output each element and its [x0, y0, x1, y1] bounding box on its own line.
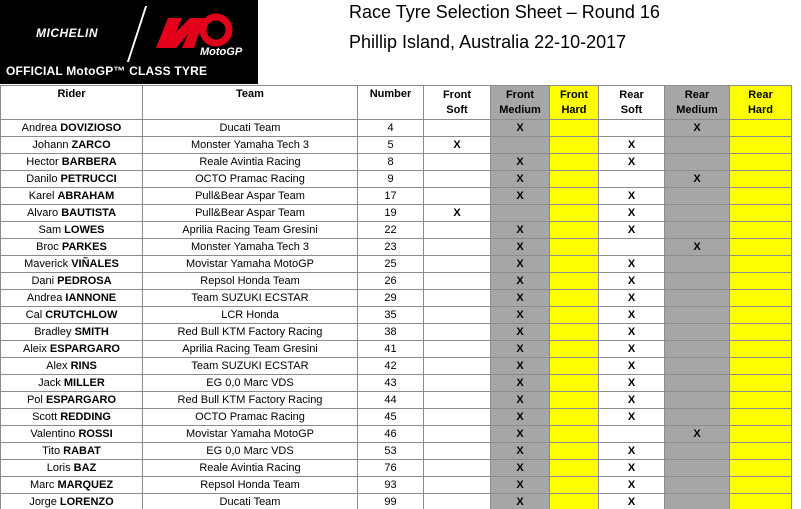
rider-last-name: BAUTISTA — [61, 207, 117, 219]
team-cell: OCTO Pramac Racing — [143, 409, 358, 426]
rider-last-name: BAZ — [73, 462, 97, 474]
rear-soft-cell: X — [599, 477, 665, 494]
team-cell: Movistar Yamaha MotoGP — [143, 256, 358, 273]
front-hard-cell — [550, 154, 599, 171]
front-soft-cell: X — [424, 205, 491, 222]
number-cell: 42 — [358, 358, 424, 375]
front-hard-cell — [550, 222, 599, 239]
rider-last-name: LORENZO — [59, 496, 114, 508]
header-row — [1, 86, 792, 120]
front-hard-cell — [550, 477, 599, 494]
rider-first-name: Johann — [32, 139, 69, 151]
rider-cell — [1, 188, 143, 205]
rear-soft-cell: X — [599, 222, 665, 239]
rear-hard-cell — [730, 273, 792, 290]
rear-medium-cell — [665, 443, 730, 460]
rear-medium-cell — [665, 154, 730, 171]
rear-medium-cell: X — [665, 239, 730, 256]
front-hard-cell — [550, 273, 599, 290]
number-cell: 76 — [358, 460, 424, 477]
rider-first-name: Pol — [26, 394, 43, 406]
table-row — [1, 290, 792, 307]
rear-medium-cell — [665, 460, 730, 477]
rear-soft-cell: X — [599, 273, 665, 290]
rider-first-name: Jack — [38, 377, 61, 389]
rear-hard-cell — [730, 290, 792, 307]
rear-medium-cell — [665, 324, 730, 341]
rider-last-name: PARKES — [61, 241, 107, 253]
front-hard-cell — [550, 120, 599, 137]
front-soft-cell — [424, 324, 491, 341]
rider-last-name: RABAT — [63, 445, 101, 457]
front-hard-cell — [550, 188, 599, 205]
front-hard-cell — [550, 324, 599, 341]
rear-hard-cell — [730, 205, 792, 222]
rider-last-name: IANNONE — [65, 292, 117, 304]
team-cell: LCR Honda — [143, 307, 358, 324]
front-soft-cell — [424, 222, 491, 239]
front-hard-cell — [550, 392, 599, 409]
number-cell: 25 — [358, 256, 424, 273]
table-row — [1, 171, 792, 188]
table-row — [1, 137, 792, 154]
front-soft-cell — [424, 443, 491, 460]
rear-hard-cell — [730, 239, 792, 256]
team-cell: Ducati Team — [143, 120, 358, 137]
front-hard-cell — [550, 409, 599, 426]
rider-cell — [1, 392, 143, 409]
front-soft-cell — [424, 154, 491, 171]
front-hard-cell — [550, 171, 599, 188]
front-medium-cell: X — [491, 460, 550, 477]
rear-medium-cell — [665, 205, 730, 222]
rider-cell — [1, 375, 143, 392]
team-cell: Red Bull KTM Factory Racing — [143, 324, 358, 341]
number-cell: 53 — [358, 443, 424, 460]
rider-first-name: Danilo — [26, 173, 58, 185]
team-cell: Team SUZUKI ECSTAR — [143, 358, 358, 375]
front-soft-cell — [424, 494, 491, 509]
front-hard-cell — [550, 205, 599, 222]
number-cell: 26 — [358, 273, 424, 290]
table-row — [1, 477, 792, 494]
rider-cell — [1, 137, 143, 154]
rear-hard-cell — [730, 494, 792, 509]
col-header-rear-soft: Rear Soft — [599, 86, 665, 120]
front-medium-cell: X — [491, 443, 550, 460]
col-header-front-medium: Front Medium — [491, 86, 550, 120]
rear-medium-cell — [665, 290, 730, 307]
rider-first-name: Broc — [36, 241, 59, 253]
front-soft-cell: X — [424, 137, 491, 154]
front-soft-cell — [424, 239, 491, 256]
rear-hard-cell — [730, 137, 792, 154]
rider-first-name: Valentino — [30, 428, 76, 440]
front-soft-cell — [424, 290, 491, 307]
rider-cell — [1, 171, 143, 188]
number-cell: 35 — [358, 307, 424, 324]
rear-hard-cell — [730, 409, 792, 426]
rider-first-name: Karel — [28, 190, 55, 202]
table-row — [1, 239, 792, 256]
motogp-logo-icon — [150, 8, 250, 58]
rider-cell — [1, 120, 143, 137]
rear-medium-cell — [665, 494, 730, 509]
rear-hard-cell — [730, 426, 792, 443]
rear-soft-cell: X — [599, 205, 665, 222]
rear-hard-cell — [730, 256, 792, 273]
number-cell: 38 — [358, 324, 424, 341]
col-header-front-soft: Front Soft — [424, 86, 491, 120]
front-medium-cell: X — [491, 426, 550, 443]
front-medium-cell: X — [491, 273, 550, 290]
rear-medium-cell — [665, 307, 730, 324]
table-row — [1, 409, 792, 426]
rider-first-name: Sam — [38, 224, 62, 236]
michelin-motogp-logo — [0, 0, 258, 84]
rider-last-name: SMITH — [74, 326, 109, 338]
front-soft-cell — [424, 120, 491, 137]
rear-soft-cell: X — [599, 256, 665, 273]
front-hard-cell — [550, 358, 599, 375]
rider-cell — [1, 477, 143, 494]
rear-soft-cell: X — [599, 137, 665, 154]
front-medium-cell: X — [491, 358, 550, 375]
front-hard-cell — [550, 460, 599, 477]
front-medium-cell: X — [491, 477, 550, 494]
rider-last-name: MILLER — [63, 377, 105, 389]
rider-cell — [1, 426, 143, 443]
rear-medium-cell — [665, 392, 730, 409]
front-medium-cell: X — [491, 341, 550, 358]
rider-cell — [1, 256, 143, 273]
front-hard-cell — [550, 256, 599, 273]
team-cell: Movistar Yamaha MotoGP — [143, 426, 358, 443]
rear-hard-cell — [730, 154, 792, 171]
rear-soft-cell: X — [599, 409, 665, 426]
rider-cell — [1, 358, 143, 375]
front-hard-cell — [550, 375, 599, 392]
number-cell: 41 — [358, 341, 424, 358]
team-cell: Monster Yamaha Tech 3 — [143, 239, 358, 256]
team-cell: Repsol Honda Team — [143, 477, 358, 494]
rear-medium-cell: X — [665, 171, 730, 188]
rear-medium-cell — [665, 477, 730, 494]
rider-last-name: ESPARGARO — [45, 394, 117, 406]
number-cell: 19 — [358, 205, 424, 222]
rear-soft-cell: X — [599, 188, 665, 205]
rider-last-name: BARBERA — [61, 156, 117, 168]
rider-cell — [1, 205, 143, 222]
rider-last-name: ZARCO — [71, 139, 111, 151]
team-cell: Pull&Bear Aspar Team — [143, 205, 358, 222]
front-soft-cell — [424, 358, 491, 375]
rear-hard-cell — [730, 375, 792, 392]
rear-hard-cell — [730, 324, 792, 341]
front-medium-cell: X — [491, 222, 550, 239]
team-cell: Monster Yamaha Tech 3 — [143, 137, 358, 154]
table-row — [1, 443, 792, 460]
rider-cell — [1, 290, 143, 307]
sheet-subtitle: Phillip Island, Australia 22-10-2017 — [349, 32, 627, 52]
rider-cell — [1, 307, 143, 324]
rear-medium-cell — [665, 375, 730, 392]
rider-first-name: Dani — [31, 275, 55, 287]
rear-hard-cell — [730, 392, 792, 409]
front-hard-cell — [550, 443, 599, 460]
rear-hard-cell — [730, 120, 792, 137]
rider-last-name: CRUTCHLOW — [45, 309, 118, 321]
team-cell: Aprilia Racing Team Gresini — [143, 341, 358, 358]
michelin-wordmark: MICHELIN — [36, 26, 98, 40]
table-row — [1, 154, 792, 171]
rear-soft-cell — [599, 120, 665, 137]
front-hard-cell — [550, 137, 599, 154]
rider-first-name: Alex — [46, 360, 68, 372]
rider-first-name: Loris — [46, 462, 71, 474]
rider-cell — [1, 443, 143, 460]
rider-first-name: Hector — [26, 156, 59, 168]
rear-medium-cell — [665, 188, 730, 205]
table-row — [1, 392, 792, 409]
front-soft-cell — [424, 171, 491, 188]
rider-first-name: Tito — [42, 445, 61, 457]
rider-first-name: Alvaro — [26, 207, 59, 219]
rear-soft-cell: X — [599, 307, 665, 324]
rider-last-name: ESPARGARO — [49, 343, 120, 355]
front-soft-cell — [424, 409, 491, 426]
number-cell: 5 — [358, 137, 424, 154]
rider-last-name: RINS — [70, 360, 97, 372]
rear-medium-cell — [665, 358, 730, 375]
rider-first-name: Marc — [29, 479, 55, 491]
col-header-rear-hard: Rear Hard — [730, 86, 792, 120]
table-row — [1, 426, 792, 443]
front-medium-cell: X — [491, 188, 550, 205]
rear-hard-cell — [730, 460, 792, 477]
number-cell: 17 — [358, 188, 424, 205]
number-cell: 8 — [358, 154, 424, 171]
front-soft-cell — [424, 188, 491, 205]
number-cell: 43 — [358, 375, 424, 392]
team-cell: EG 0,0 Marc VDS — [143, 375, 358, 392]
table-row — [1, 375, 792, 392]
rear-medium-cell: X — [665, 120, 730, 137]
front-medium-cell: X — [491, 409, 550, 426]
front-hard-cell — [550, 239, 599, 256]
rear-medium-cell — [665, 222, 730, 239]
rear-soft-cell: X — [599, 358, 665, 375]
rider-cell — [1, 324, 143, 341]
table-row — [1, 188, 792, 205]
rider-first-name: Andrea — [26, 292, 63, 304]
number-cell: 99 — [358, 494, 424, 509]
rear-hard-cell — [730, 188, 792, 205]
table-row — [1, 494, 792, 509]
rear-soft-cell: X — [599, 324, 665, 341]
rider-first-name: Cal — [25, 309, 43, 321]
rear-soft-cell: X — [599, 154, 665, 171]
number-cell: 29 — [358, 290, 424, 307]
rider-last-name: PEDROSA — [57, 275, 112, 287]
team-cell: Aprilia Racing Team Gresini — [143, 222, 358, 239]
table-row — [1, 324, 792, 341]
front-medium-cell: X — [491, 307, 550, 324]
number-cell: 22 — [358, 222, 424, 239]
number-cell: 93 — [358, 477, 424, 494]
rider-last-name: MARQUEZ — [57, 479, 114, 491]
rear-medium-cell — [665, 137, 730, 154]
rider-first-name: Andrea — [21, 122, 58, 134]
rear-soft-cell: X — [599, 341, 665, 358]
rear-soft-cell: X — [599, 460, 665, 477]
front-medium-cell: X — [491, 171, 550, 188]
table-row — [1, 222, 792, 239]
rear-hard-cell — [730, 477, 792, 494]
rider-cell — [1, 273, 143, 290]
rear-medium-cell — [665, 409, 730, 426]
front-medium-cell: X — [491, 256, 550, 273]
rear-hard-cell — [730, 358, 792, 375]
rider-last-name: ABRAHAM — [57, 190, 115, 202]
col-header-rear-medium: Rear Medium — [665, 86, 730, 120]
rider-last-name: LOWES — [64, 224, 105, 236]
rider-last-name: ROSSI — [78, 428, 113, 440]
front-hard-cell — [550, 307, 599, 324]
team-cell: Red Bull KTM Factory Racing — [143, 392, 358, 409]
front-soft-cell — [424, 375, 491, 392]
rear-hard-cell — [730, 443, 792, 460]
col-header-team: Team — [143, 86, 358, 120]
motogp-wordmark: MotoGP — [200, 46, 243, 58]
front-hard-cell — [550, 426, 599, 443]
col-header-rider: Rider — [1, 86, 143, 120]
rider-cell — [1, 341, 143, 358]
rider-cell — [1, 494, 143, 509]
rear-medium-cell — [665, 341, 730, 358]
team-cell: Pull&Bear Aspar Team — [143, 188, 358, 205]
rider-last-name: VIÑALES — [71, 258, 119, 270]
rider-last-name: REDDING — [60, 411, 111, 423]
team-cell: Team SUZUKI ECSTAR — [143, 290, 358, 307]
rear-soft-cell: X — [599, 494, 665, 509]
rider-first-name: Bradley — [34, 326, 72, 338]
table-row — [1, 273, 792, 290]
front-soft-cell — [424, 426, 491, 443]
front-soft-cell — [424, 307, 491, 324]
table-row — [1, 205, 792, 222]
tyre-selection-table — [0, 85, 792, 509]
rider-first-name: Scott — [32, 411, 58, 423]
front-hard-cell — [550, 290, 599, 307]
team-cell: Reale Avintia Racing — [143, 154, 358, 171]
table-row — [1, 460, 792, 477]
rider-last-name: DOVIZIOSO — [60, 122, 122, 134]
col-header-number: Number — [358, 86, 424, 120]
front-medium-cell: X — [491, 239, 550, 256]
table-row — [1, 358, 792, 375]
number-cell: 44 — [358, 392, 424, 409]
rear-soft-cell: X — [599, 290, 665, 307]
team-cell: Reale Avintia Racing — [143, 460, 358, 477]
sheet-title: Race Tyre Selection Sheet – Round 16 — [349, 2, 660, 22]
front-soft-cell — [424, 256, 491, 273]
team-cell: OCTO Pramac Racing — [143, 171, 358, 188]
rear-hard-cell — [730, 222, 792, 239]
rider-last-name: PETRUCCI — [60, 173, 117, 185]
table-body — [1, 120, 792, 509]
number-cell: 45 — [358, 409, 424, 426]
number-cell: 23 — [358, 239, 424, 256]
front-soft-cell — [424, 477, 491, 494]
front-hard-cell — [550, 494, 599, 509]
front-medium-cell: X — [491, 375, 550, 392]
rear-hard-cell — [730, 307, 792, 324]
front-medium-cell — [491, 205, 550, 222]
rider-cell — [1, 222, 143, 239]
col-header-front-hard: Front Hard — [550, 86, 599, 120]
table-row — [1, 120, 792, 137]
number-cell: 46 — [358, 426, 424, 443]
front-medium-cell: X — [491, 324, 550, 341]
rear-medium-cell: X — [665, 426, 730, 443]
rear-soft-cell: X — [599, 375, 665, 392]
front-hard-cell — [550, 341, 599, 358]
team-cell: Ducati Team — [143, 494, 358, 509]
front-medium-cell: X — [491, 392, 550, 409]
rider-first-name: Maverick — [24, 258, 69, 270]
front-medium-cell: X — [491, 494, 550, 509]
table-row — [1, 307, 792, 324]
front-medium-cell: X — [491, 290, 550, 307]
rear-hard-cell — [730, 171, 792, 188]
rear-medium-cell — [665, 256, 730, 273]
rear-hard-cell — [730, 341, 792, 358]
team-cell: Repsol Honda Team — [143, 273, 358, 290]
front-soft-cell — [424, 273, 491, 290]
rear-soft-cell: X — [599, 392, 665, 409]
rider-first-name: Aleix — [23, 343, 47, 355]
front-soft-cell — [424, 460, 491, 477]
rider-first-name: Jorge — [29, 496, 57, 508]
michelin-logo — [8, 14, 126, 52]
team-cell: EG 0,0 Marc VDS — [143, 443, 358, 460]
front-medium-cell — [491, 137, 550, 154]
front-soft-cell — [424, 341, 491, 358]
rider-cell — [1, 460, 143, 477]
logo-divider — [127, 6, 147, 62]
rear-soft-cell — [599, 426, 665, 443]
front-medium-cell: X — [491, 154, 550, 171]
rider-cell — [1, 154, 143, 171]
rear-soft-cell — [599, 171, 665, 188]
rear-soft-cell — [599, 239, 665, 256]
rider-cell — [1, 409, 143, 426]
front-medium-cell: X — [491, 120, 550, 137]
rear-soft-cell: X — [599, 443, 665, 460]
front-soft-cell — [424, 392, 491, 409]
table-row — [1, 256, 792, 273]
table-row — [1, 341, 792, 358]
rear-medium-cell — [665, 273, 730, 290]
rider-cell — [1, 239, 143, 256]
number-cell: 9 — [358, 171, 424, 188]
number-cell: 4 — [358, 120, 424, 137]
logo-tagline: OFFICIAL MotoGP™ CLASS TYRE — [6, 64, 208, 78]
